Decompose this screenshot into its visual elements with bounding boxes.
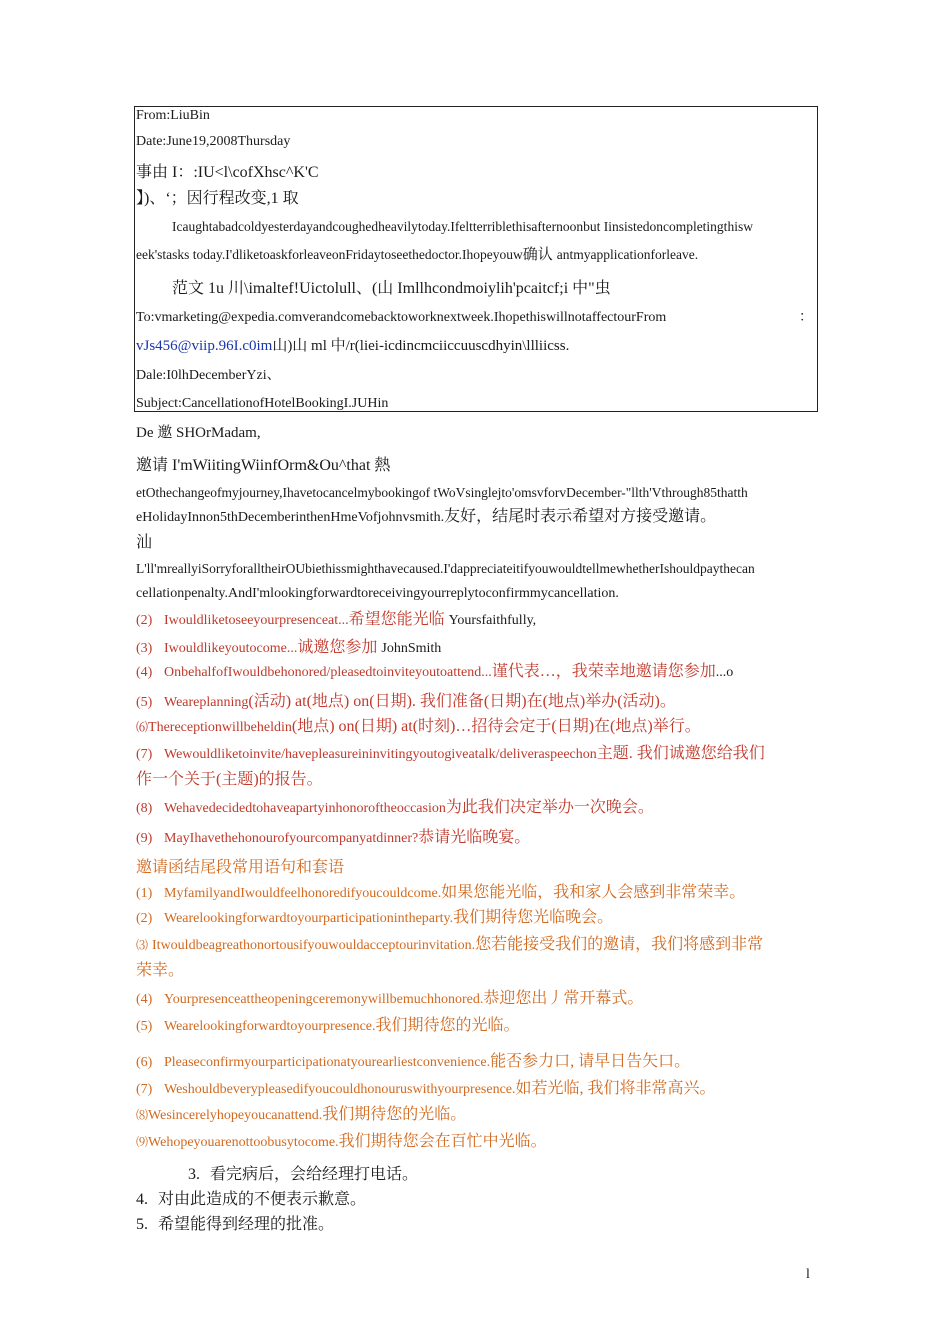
body-text: eek'stasks today.I'dliketoaskforleaveonFridaytoseethedoctor.Ihopeyouw bbox=[136, 247, 523, 262]
final-item bbox=[188, 1165, 418, 1185]
closing-item bbox=[136, 990, 643, 1009]
item-number: 5. bbox=[136, 1216, 148, 1233]
reason-line: 】)、‘；因行程改变,1 取 bbox=[136, 190, 299, 207]
item-number: (1) bbox=[136, 886, 153, 901]
letter-text-cn: 友好，结尾时表示希望对方接受邀请。 bbox=[444, 508, 717, 525]
item-text: 看完病后，会给经理打电话。 bbox=[210, 1166, 419, 1183]
letter-signature: JohnSmith bbox=[381, 641, 442, 656]
final-item bbox=[136, 1215, 334, 1235]
closing-item bbox=[136, 1133, 547, 1152]
item-en: MayIhavethehonourofyourcompanyatdinner? bbox=[164, 831, 419, 846]
final-item bbox=[136, 1190, 366, 1210]
letter-text: eHolidayInnon5thDecemberinthenHmeVofjohnvsmith. bbox=[136, 510, 445, 525]
item-en: Wearelookingforwardtoyourpresence. bbox=[164, 1019, 376, 1034]
item-text: 对由此造成的不便表示歉意。 bbox=[158, 1191, 367, 1208]
to-line: To:vmarketing@expedia.comverandcomebacktoworknextweek.IhopethiswillnotaffectourFrom bbox=[136, 310, 667, 325]
item-number: (4) bbox=[136, 665, 153, 680]
item-number: (7) bbox=[136, 747, 153, 762]
item-number: ⑹ bbox=[136, 720, 149, 734]
to-colon: ： bbox=[799, 310, 813, 325]
item-en: Thereceptionwillbeheldin bbox=[148, 720, 292, 735]
invite-item bbox=[136, 829, 530, 848]
item-number: 4. bbox=[136, 1191, 148, 1208]
item-zh: 主题. 我们诚邀您给我们 bbox=[596, 745, 765, 762]
dale-line: Dale:I0lhDecemberYzi、 bbox=[136, 368, 281, 383]
item-text: 希望能得到经理的批准。 bbox=[158, 1216, 335, 1233]
item-zh: 谨代表…，我荣幸地邀请您参加 bbox=[491, 663, 716, 680]
item-en: OnbehalfofIwouldbehonored/pleasedtoinviteyoutoattend... bbox=[164, 665, 492, 680]
email-tail: 山)山 ml 中/r(liei-icdincmciiccuuscdhyin\llliicss. bbox=[272, 338, 570, 354]
item-en: Wehopeyouarenottoobusytocome. bbox=[148, 1135, 339, 1150]
closing-item bbox=[136, 1017, 520, 1036]
fanwen-line: 范文 1u 川\imaltef!Uictolull、(山 Imllhcondmoiylih'pcaitcf;i 中"虫 bbox=[172, 280, 611, 297]
letter-closing: Yoursfaithfully, bbox=[448, 613, 537, 628]
item-zh: 我们期待您的光临。 bbox=[375, 1017, 520, 1034]
body-text-cn: 确认 bbox=[522, 247, 553, 263]
item-number: (5) bbox=[136, 1019, 153, 1034]
invite-item bbox=[136, 663, 733, 682]
item-en: Weareplanning bbox=[164, 695, 249, 710]
item-en: Wesincerelyhopeyoucanattend. bbox=[148, 1108, 323, 1123]
item-number: (3) bbox=[136, 641, 153, 656]
invite-item-cont: 作一个关于(主题)的报告。 bbox=[136, 771, 323, 788]
item-en: Weshouldbeverypleasedifyoucouldhonouruswithyourpresence. bbox=[164, 1082, 516, 1097]
item-number: ⑼ bbox=[136, 1135, 149, 1149]
item-en: Itwouldbeagreathonortousifyouwouldacceptourinvitation. bbox=[152, 938, 476, 953]
body-text: antmyapplicationforleave. bbox=[556, 247, 699, 262]
item-en: Wewouldliketoinvite/havepleasureininvitingyoutogiveatalk/deliveraspeechon bbox=[164, 747, 597, 762]
item-zh: (地点) on(日期) at(时刻)…招待会定于(日期)在(地点)举行。 bbox=[291, 718, 701, 735]
invite-item bbox=[136, 693, 676, 712]
item-en: Wearelookingforwardtoyourparticipationintheparty. bbox=[164, 911, 454, 926]
item-zh: 我们期待您会在百忙中光临。 bbox=[338, 1133, 547, 1150]
item-en: Iwouldlikeyoutocome... bbox=[164, 641, 298, 656]
item-zh: 我们期待您的光临。 bbox=[322, 1106, 467, 1123]
item-zh: 希望您能光临 bbox=[348, 611, 445, 628]
closing-item bbox=[136, 909, 613, 928]
letter-line: cellationpenalty.AndI'mlookingforwardtoreceivingyourreplytoconfirmmycancellation. bbox=[136, 586, 619, 601]
greeting: De 邀 SHOrMadam, bbox=[136, 425, 261, 441]
item-zh: 能否参力口, 请早日告矢口。 bbox=[490, 1053, 691, 1070]
item-zh: 如果您能光临，我和家人会感到非常荣幸。 bbox=[441, 884, 746, 901]
item-zh: 您若能接受我们的邀请，我们将感到非常 bbox=[475, 936, 764, 953]
closing-item bbox=[136, 1080, 716, 1099]
closing-item bbox=[136, 1106, 466, 1125]
item-en: Iwouldliketoseeyourpresenceat... bbox=[164, 613, 349, 628]
item-zh: 恭迎您出丿常开幕式。 bbox=[483, 990, 644, 1007]
item-number: (5) bbox=[136, 695, 153, 710]
closing-item bbox=[136, 1053, 690, 1072]
letter-line: 邀请 I'mWiitingWiinfOrm&Ou^that 熱 bbox=[136, 457, 391, 474]
closing-item bbox=[136, 884, 745, 903]
from-line: From:LiuBin bbox=[136, 108, 210, 123]
item-zh: 我们期待您光临晚会。 bbox=[453, 909, 614, 926]
item-number: ⑶ bbox=[136, 938, 149, 952]
body-line bbox=[136, 246, 698, 264]
invite-item bbox=[136, 639, 441, 658]
closing-item bbox=[136, 936, 763, 955]
invite-item bbox=[136, 718, 701, 737]
item-en: Pleaseconfirmyourparticipationatyourearliestconvenience. bbox=[164, 1055, 491, 1070]
letter-line: etOthechangeofmyjourney,Ihavetocancelmybookingof tWoVsinglejto'omsvforvDecember-"llth'Vthrough85thatth bbox=[136, 485, 748, 500]
closing-item-cont: 荣幸。 bbox=[136, 962, 185, 979]
item-zh: 诚邀您参加 bbox=[297, 639, 378, 656]
body-line: Icaughtabadcoldyesterdayandcoughedheavilytoday.Ifeltterriblethisafternoonbut Iinsistedoncompletingthisw bbox=[172, 219, 753, 234]
item-number: 3. bbox=[188, 1166, 200, 1183]
date-line: Date:June19,2008Thursday bbox=[136, 134, 291, 149]
item-number: (7) bbox=[136, 1082, 153, 1097]
item-en: Yourpresenceattheopeningceremonywillbemuchhonored. bbox=[164, 992, 484, 1007]
item-number: (6) bbox=[136, 1055, 153, 1070]
section-heading: 邀请函结尾段常用语句和套语 bbox=[136, 859, 345, 876]
invite-item bbox=[136, 745, 765, 764]
subject2-line: Subject:CancellationofHotelBookingI.JUHin bbox=[136, 396, 389, 411]
letter-line: L'll'mreallyiSorryforalltheirOUbiethissmighthavecaused.I'dappreciateitifyouwouldtellmewhetherIshouldpaythecan bbox=[136, 561, 755, 576]
letter-line bbox=[136, 508, 716, 527]
item-en: MyfamilyandIwouldfeelhonoredifyoucouldcome. bbox=[164, 886, 442, 901]
item-number: (2) bbox=[136, 911, 153, 926]
email-line bbox=[136, 337, 569, 355]
item-number: (4) bbox=[136, 992, 153, 1007]
letter-line: 汕 bbox=[136, 534, 153, 551]
item-number: (9) bbox=[136, 831, 153, 846]
item-zh: 如若光临, 我们将非常高兴。 bbox=[515, 1080, 716, 1097]
item-zh: (活动) at(地点) on(日期). 我们准备(日期)在(地点)举办(活动)。 bbox=[248, 693, 676, 710]
item-zh: 为此我们决定举办一次晚会。 bbox=[445, 799, 654, 816]
page-number: l bbox=[806, 1267, 810, 1282]
invite-item bbox=[136, 799, 654, 818]
item-number: (8) bbox=[136, 801, 153, 816]
item-number: (2) bbox=[136, 613, 153, 628]
email-link[interactable]: vJs456@viip.96I.c0im bbox=[136, 338, 273, 354]
invite-item bbox=[136, 611, 536, 630]
item-number: ⑻ bbox=[136, 1108, 149, 1122]
subject-line: 事由 I：:IU<l\cofXhsc^K'C bbox=[136, 164, 319, 181]
item-zh: 恭请光临晚宴。 bbox=[418, 829, 531, 846]
item-en: Wehavedecidedtohaveapartyinhonoroftheoccasion bbox=[164, 801, 446, 816]
item-extra: ...o bbox=[715, 665, 734, 680]
